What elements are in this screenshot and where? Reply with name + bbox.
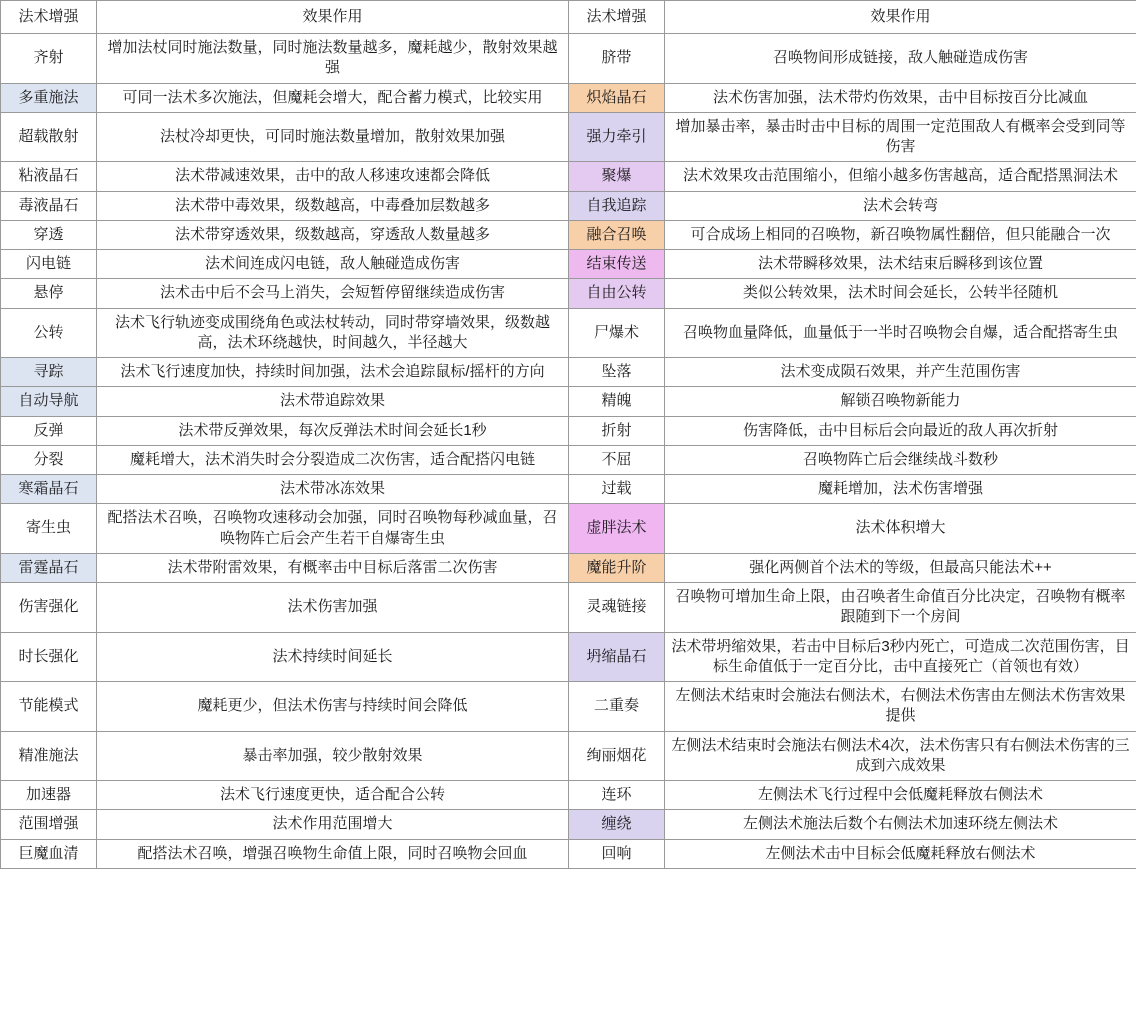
table-row <box>1 731 1136 781</box>
right-enhancement-name: 融合召唤 <box>569 220 665 249</box>
right-enhancement-desc: 左侧法术飞行过程中会低魔耗释放右侧法术 <box>665 781 1136 810</box>
table-row <box>1 504 1136 554</box>
right-enhancement-name: 回响 <box>569 839 665 868</box>
right-enhancement-desc: 法术变成陨石效果，并产生范围伤害 <box>665 358 1136 387</box>
right-enhancement-name: 缠绕 <box>569 810 665 839</box>
right-enhancement-name: 二重奏 <box>569 682 665 732</box>
left-enhancement-desc: 法术带穿透效果，级数越高，穿透敌人数量越多 <box>97 220 569 249</box>
table-row <box>1 358 1136 387</box>
table-row <box>1 220 1136 249</box>
left-enhancement-name: 闪电链 <box>1 250 97 279</box>
left-enhancement-name: 寒霜晶石 <box>1 475 97 504</box>
table-row <box>1 279 1136 308</box>
left-enhancement-desc: 暴击率加强，较少散射效果 <box>97 731 569 781</box>
right-enhancement-desc: 解锁召唤物新能力 <box>665 387 1136 416</box>
left-enhancement-desc: 法术带减速效果，击中的敌人移速攻速都会降低 <box>97 162 569 191</box>
left-enhancement-desc: 法术飞行速度更快，适合配合公转 <box>97 781 569 810</box>
header-right-name: 法术增强 <box>569 1 665 34</box>
left-enhancement-name: 精准施法 <box>1 731 97 781</box>
right-enhancement-name: 灵魂链接 <box>569 583 665 633</box>
left-enhancement-name: 粘液晶石 <box>1 162 97 191</box>
header-left-name: 法术增强 <box>1 1 97 34</box>
table-row <box>1 632 1136 682</box>
left-enhancement-desc: 魔耗增大，法术消失时会分裂造成二次伤害，适合配搭闪电链 <box>97 445 569 474</box>
right-enhancement-desc: 法术会转弯 <box>665 191 1136 220</box>
header-right-effect: 效果作用 <box>665 1 1136 34</box>
right-enhancement-name: 坍缩晶石 <box>569 632 665 682</box>
table-row <box>1 112 1136 162</box>
right-enhancement-desc: 法术带坍缩效果，若击中目标后3秒内死亡，可造成二次范围伤害，目标生命值低于一定百分比，击中直接死亡（首领也有效） <box>665 632 1136 682</box>
right-enhancement-desc: 召唤物阵亡后会继续战斗数秒 <box>665 445 1136 474</box>
left-enhancement-name: 悬停 <box>1 279 97 308</box>
right-enhancement-name: 强力牵引 <box>569 112 665 162</box>
right-enhancement-desc: 伤害降低，击中目标后会向最近的敌人再次折射 <box>665 416 1136 445</box>
right-enhancement-name: 自由公转 <box>569 279 665 308</box>
right-enhancement-desc: 法术伤害加强，法术带灼伤效果，击中目标按百分比减血 <box>665 83 1136 112</box>
left-enhancement-name: 巨魔血清 <box>1 839 97 868</box>
right-enhancement-desc: 法术带瞬移效果，法术结束后瞬移到该位置 <box>665 250 1136 279</box>
table-row <box>1 475 1136 504</box>
right-enhancement-name: 折射 <box>569 416 665 445</box>
right-enhancement-desc: 强化两侧首个法术的等级，但最高只能法术++ <box>665 553 1136 582</box>
left-enhancement-desc: 法术飞行轨迹变成围绕角色或法杖转动，同时带穿墙效果，级数越高，法术环绕越快，时间越久，半径越大 <box>97 308 569 358</box>
right-enhancement-name: 绚丽烟花 <box>569 731 665 781</box>
left-enhancement-name: 公转 <box>1 308 97 358</box>
right-enhancement-name: 聚爆 <box>569 162 665 191</box>
table-row <box>1 34 1136 84</box>
left-enhancement-desc: 法术带反弹效果，每次反弹法术时间会延长1秒 <box>97 416 569 445</box>
table-row <box>1 553 1136 582</box>
right-enhancement-desc: 左侧法术结束时会施法右侧法术4次，法术伤害只有右侧法术伤害的三成到六成效果 <box>665 731 1136 781</box>
left-enhancement-desc: 魔耗更少，但法术伤害与持续时间会降低 <box>97 682 569 732</box>
left-enhancement-name: 节能模式 <box>1 682 97 732</box>
left-enhancement-name: 穿透 <box>1 220 97 249</box>
right-enhancement-desc: 召唤物可增加生命上限，由召唤者生命值百分比决定，召唤物有概率跟随到下一个房间 <box>665 583 1136 633</box>
table-row <box>1 682 1136 732</box>
left-enhancement-desc: 法术带追踪效果 <box>97 387 569 416</box>
table-row <box>1 445 1136 474</box>
left-enhancement-name: 分裂 <box>1 445 97 474</box>
right-enhancement-name: 连环 <box>569 781 665 810</box>
header-left-effect: 效果作用 <box>97 1 569 34</box>
table-row <box>1 810 1136 839</box>
right-enhancement-name: 炽焰晶石 <box>569 83 665 112</box>
left-enhancement-desc: 法术带附雷效果，有概率击中目标后落雷二次伤害 <box>97 553 569 582</box>
right-enhancement-name: 结束传送 <box>569 250 665 279</box>
right-enhancement-name: 魔能升阶 <box>569 553 665 582</box>
left-enhancement-desc: 法术伤害加强 <box>97 583 569 633</box>
left-enhancement-name: 寻踪 <box>1 358 97 387</box>
left-enhancement-desc: 法术持续时间延长 <box>97 632 569 682</box>
table-row <box>1 416 1136 445</box>
right-enhancement-desc: 可合成场上相同的召唤物，新召唤物属性翻倍，但只能融合一次 <box>665 220 1136 249</box>
right-enhancement-desc: 左侧法术击中目标会低魔耗释放右侧法术 <box>665 839 1136 868</box>
table-row <box>1 191 1136 220</box>
left-enhancement-name: 寄生虫 <box>1 504 97 554</box>
table-body <box>1 1 1136 869</box>
table-row <box>1 583 1136 633</box>
left-enhancement-name: 反弹 <box>1 416 97 445</box>
left-enhancement-name: 加速器 <box>1 781 97 810</box>
left-enhancement-name: 齐射 <box>1 34 97 84</box>
right-enhancement-name: 坠落 <box>569 358 665 387</box>
left-enhancement-name: 自动导航 <box>1 387 97 416</box>
right-enhancement-name: 自我追踪 <box>569 191 665 220</box>
table-row <box>1 781 1136 810</box>
right-enhancement-desc: 增加暴击率，暴击时击中目标的周围一定范围敌人有概率会受到同等伤害 <box>665 112 1136 162</box>
left-enhancement-desc: 配搭法术召唤，召唤物攻速移动会加强，同时召唤物每秒减血量，召唤物阵亡后会产生若干自爆寄生虫 <box>97 504 569 554</box>
table-row <box>1 250 1136 279</box>
right-enhancement-name: 虚胖法术 <box>569 504 665 554</box>
left-enhancement-desc: 法术间连成闪电链，敌人触碰造成伤害 <box>97 250 569 279</box>
left-enhancement-desc: 法术带中毒效果，级数越高，中毒叠加层数越多 <box>97 191 569 220</box>
left-enhancement-desc: 法术带冰冻效果 <box>97 475 569 504</box>
left-enhancement-name: 超载散射 <box>1 112 97 162</box>
left-enhancement-name: 毒液晶石 <box>1 191 97 220</box>
left-enhancement-desc: 法术作用范围增大 <box>97 810 569 839</box>
left-enhancement-name: 范围增强 <box>1 810 97 839</box>
right-enhancement-name: 不屈 <box>569 445 665 474</box>
right-enhancement-name: 尸爆术 <box>569 308 665 358</box>
table-row <box>1 308 1136 358</box>
left-enhancement-name: 时长强化 <box>1 632 97 682</box>
right-enhancement-desc: 召唤物间形成链接，敌人触碰造成伤害 <box>665 34 1136 84</box>
table-row <box>1 839 1136 868</box>
right-enhancement-desc: 类似公转效果，法术时间会延长，公转半径随机 <box>665 279 1136 308</box>
right-enhancement-desc: 左侧法术施法后数个右侧法术加速环绕左侧法术 <box>665 810 1136 839</box>
right-enhancement-desc: 法术体积增大 <box>665 504 1136 554</box>
table-row <box>1 83 1136 112</box>
right-enhancement-desc: 法术效果攻击范围缩小，但缩小越多伤害越高，适合配搭黑洞法术 <box>665 162 1136 191</box>
left-enhancement-desc: 法术击中后不会马上消失，会短暂停留继续造成伤害 <box>97 279 569 308</box>
right-enhancement-desc: 左侧法术结束时会施法右侧法术，右侧法术伤害由左侧法术伤害效果提供 <box>665 682 1136 732</box>
left-enhancement-name: 伤害强化 <box>1 583 97 633</box>
right-enhancement-desc: 召唤物血量降低，血量低于一半时召唤物会自爆，适合配搭寄生虫 <box>665 308 1136 358</box>
left-enhancement-desc: 法术飞行速度加快，持续时间加强，法术会追踪鼠标/摇杆的方向 <box>97 358 569 387</box>
left-enhancement-name: 雷霆晶石 <box>1 553 97 582</box>
right-enhancement-desc: 魔耗增加，法术伤害增强 <box>665 475 1136 504</box>
table-header-row <box>1 1 1136 34</box>
table-row <box>1 387 1136 416</box>
right-enhancement-name: 过载 <box>569 475 665 504</box>
right-enhancement-name: 精魄 <box>569 387 665 416</box>
left-enhancement-name: 多重施法 <box>1 83 97 112</box>
left-enhancement-desc: 配搭法术召唤，增强召唤物生命值上限，同时召唤物会回血 <box>97 839 569 868</box>
right-enhancement-name: 脐带 <box>569 34 665 84</box>
table-row <box>1 162 1136 191</box>
left-enhancement-desc: 法杖冷却更快，可同时施法数量增加，散射效果加强 <box>97 112 569 162</box>
left-enhancement-desc: 可同一法术多次施法，但魔耗会增大，配合蓄力模式，比较实用 <box>97 83 569 112</box>
left-enhancement-desc: 增加法杖同时施法数量，同时施法数量越多，魔耗越少，散射效果越强 <box>97 34 569 84</box>
